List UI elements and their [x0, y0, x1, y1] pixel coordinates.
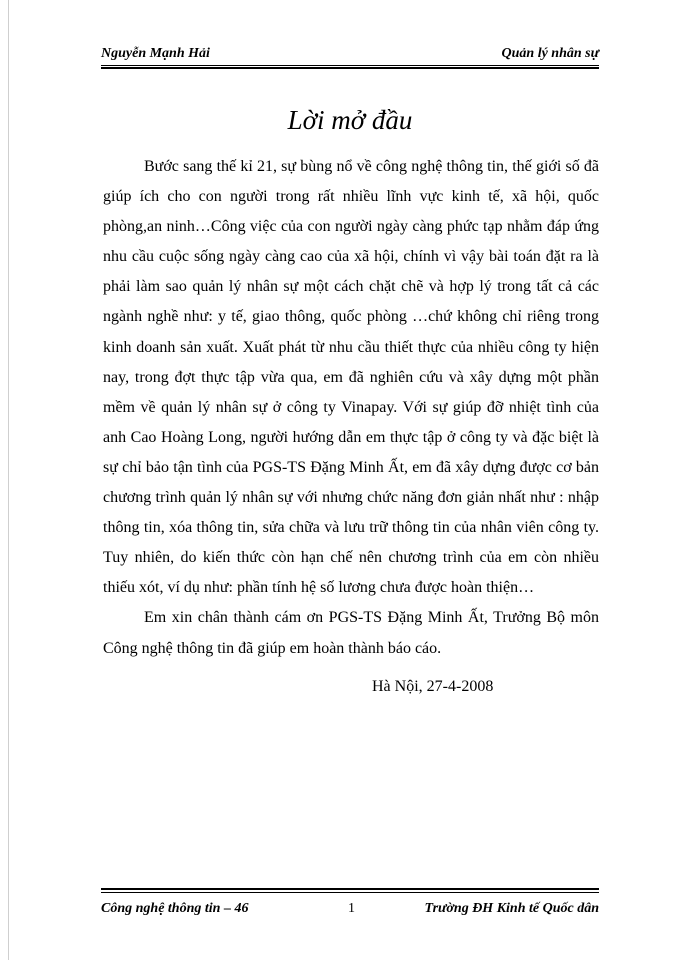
footer-rule-thick	[101, 888, 599, 890]
paragraph-intro: Bước sang thế kỉ 21, sự bùng nổ về công nghệ thông tin, thế giới số đã giúp ích cho con người trong rất nhiều lĩnh vực kinh tế, xã hội, quốc phòng,an ninh…Công việc của con người ngày càng phức tạp nhằm đáp ứng nhu cầu cuộc sống ngày càng cao của xã hội, chính vì vậy bài toán đặt ra là phải làm sao quản lý nhân sự một cách chặt chẽ và hợp lý trong tất cả các ngành nghề như: y tế, giao thông, quốc phòng …chứ không chỉ riêng trong kinh doanh sản xuất. Xuất phát từ nhu cầu thiết thực của nhiều công ty hiện nay, trong đợt thực tập vừa qua, em đã nghiên cứu và xây dựng một phần mềm về quản lý nhân sự ở công ty Vinapay. Với sự giúp đỡ nhiệt tình của anh Cao Hoàng Long, người hướng dẫn em thực tập ở công ty và đặc biệt là sự chỉ bảo tận tình của PGS-TS Đặng Minh Ất, em đã xây dựng được cơ bản chương trình quản lý nhân sự với nhưng chức năng đơn giản nhất như : nhập thông tin, xóa thông tin, sửa chữa và lưu trữ thông tin của nhân viên công ty. Tuy nhiên, do kiến thức còn hạn chế nên chương trình của em còn nhiều thiếu xót, ví dụ như: phần tính hệ số lương chưa được hoàn thiện…	[103, 158, 599, 597]
header-subject: Quản lý nhân sự	[501, 46, 599, 61]
signature-place-date: Hà Nội, 27-4-2008	[372, 678, 494, 695]
document-title: Lời mở đầu	[287, 105, 413, 135]
header-rule	[101, 65, 599, 66]
paragraph-thanks: Em xin chân thành cám ơn PGS-TS Đặng Minh Ất, Trưởng Bộ môn Công nghệ thông tin đã giúp em hoàn thành báo cáo.	[103, 609, 599, 657]
page-number: 1	[348, 901, 355, 916]
footer-department: Công nghệ thông tin – 46	[101, 901, 249, 916]
footer-university: Trường ĐH Kinh tế Quốc dân	[424, 901, 599, 916]
page-header	[101, 42, 599, 66]
header-rule-thick	[101, 67, 599, 69]
footer-rule	[101, 892, 599, 893]
page-footer	[101, 898, 599, 922]
header-author: Nguyễn Mạnh Hải	[101, 46, 210, 61]
page-edge	[8, 0, 9, 960]
body-text	[103, 152, 599, 664]
